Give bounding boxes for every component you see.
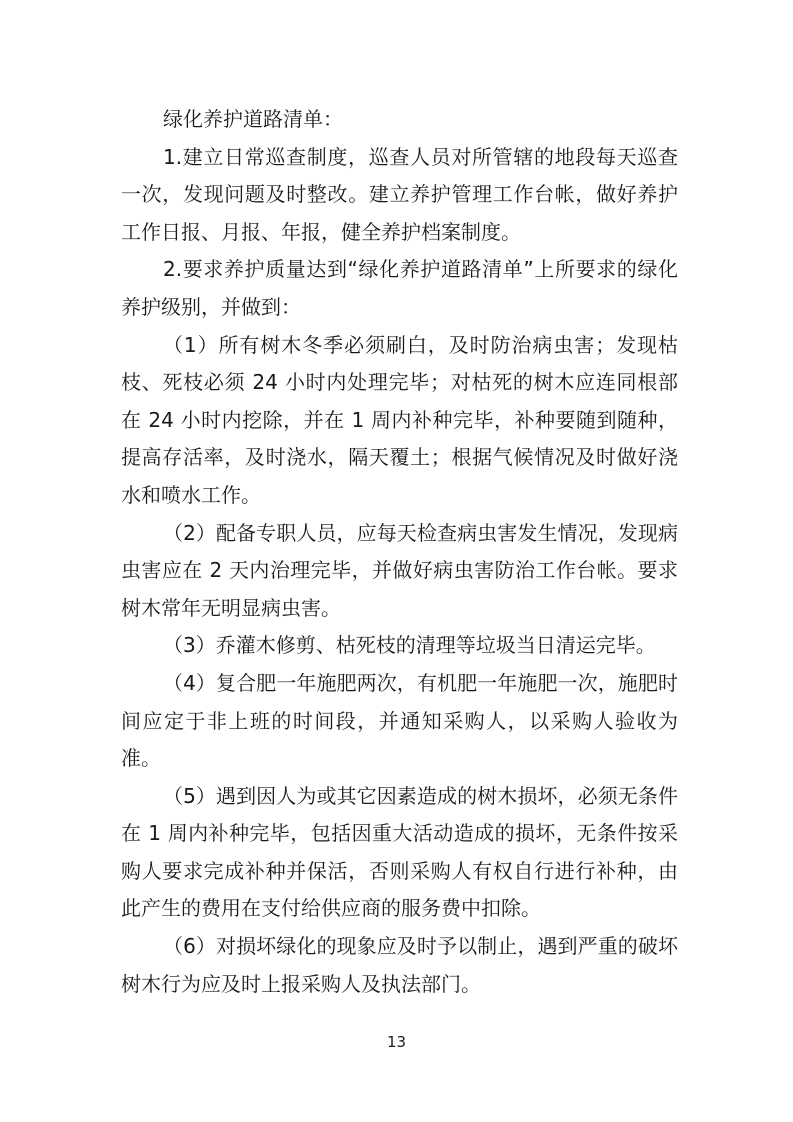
paragraph-item-2: 2.要求养护质量达到“绿化养护道路清单”上所要求的绿化养护级别，并做到： <box>121 257 678 319</box>
paragraph-subitem-1: （1）所有树木冬季必须刷白，及时防治病虫害；发现枯枝、死枝必须 24 小时内处理完毕；对枯死的树木应连同根部在 24 小时内挖除，并在 1 周内补种完毕，补种要随到随种，提高存活率，及时浇水，隔天覆土；根据气候情况及时做好浇水和喷水工作。 <box>121 332 678 507</box>
paragraph-subitem-5: （5）遇到因人为或其它因素造成的树木损坏，必须无条件在 1 周内补种完毕，包括因重大活动造成的损坏，无条件按采购人要求完成补种并保活，否则采购人有权自行进行补种，由此产生的费用在支付给供应商的服务费中扣除。 <box>121 783 678 921</box>
paragraph-heading: 绿化养护道路清单： <box>163 107 343 131</box>
document-body <box>121 101 678 1003</box>
paragraph-subitem-2: （2）配备专职人员，应每天检查病虫害发生情况，发现病虫害应在 2 天内治理完毕，并做好病虫害防治工作台帐。要求树木常年无明显病虫害。 <box>121 520 678 620</box>
paragraph-subitem-4: （4）复合肥一年施肥两次，有机肥一年施肥一次，施肥时间应定于非上班的时间段，并通知采购人，以采购人验收为准。 <box>121 670 678 771</box>
paragraph-subitem-6: （6）对损坏绿化的现象应及时予以制止，遇到严重的破坏树木行为应及时上报采购人及执法部门。 <box>121 934 678 996</box>
paragraph-subitem-3: （3）乔灌木修剪、枯死枝的清理等垃圾当日清运完毕。 <box>163 633 656 658</box>
page-number: 13 <box>386 1033 407 1051</box>
paragraph-item-1: 1.建立日常巡查制度，巡查人员对所管辖的地段每天巡查一次，发现问题及时整改。建立养护管理工作台帐，做好养护工作日报、月报、年报，健全养护档案制度。 <box>121 144 678 244</box>
